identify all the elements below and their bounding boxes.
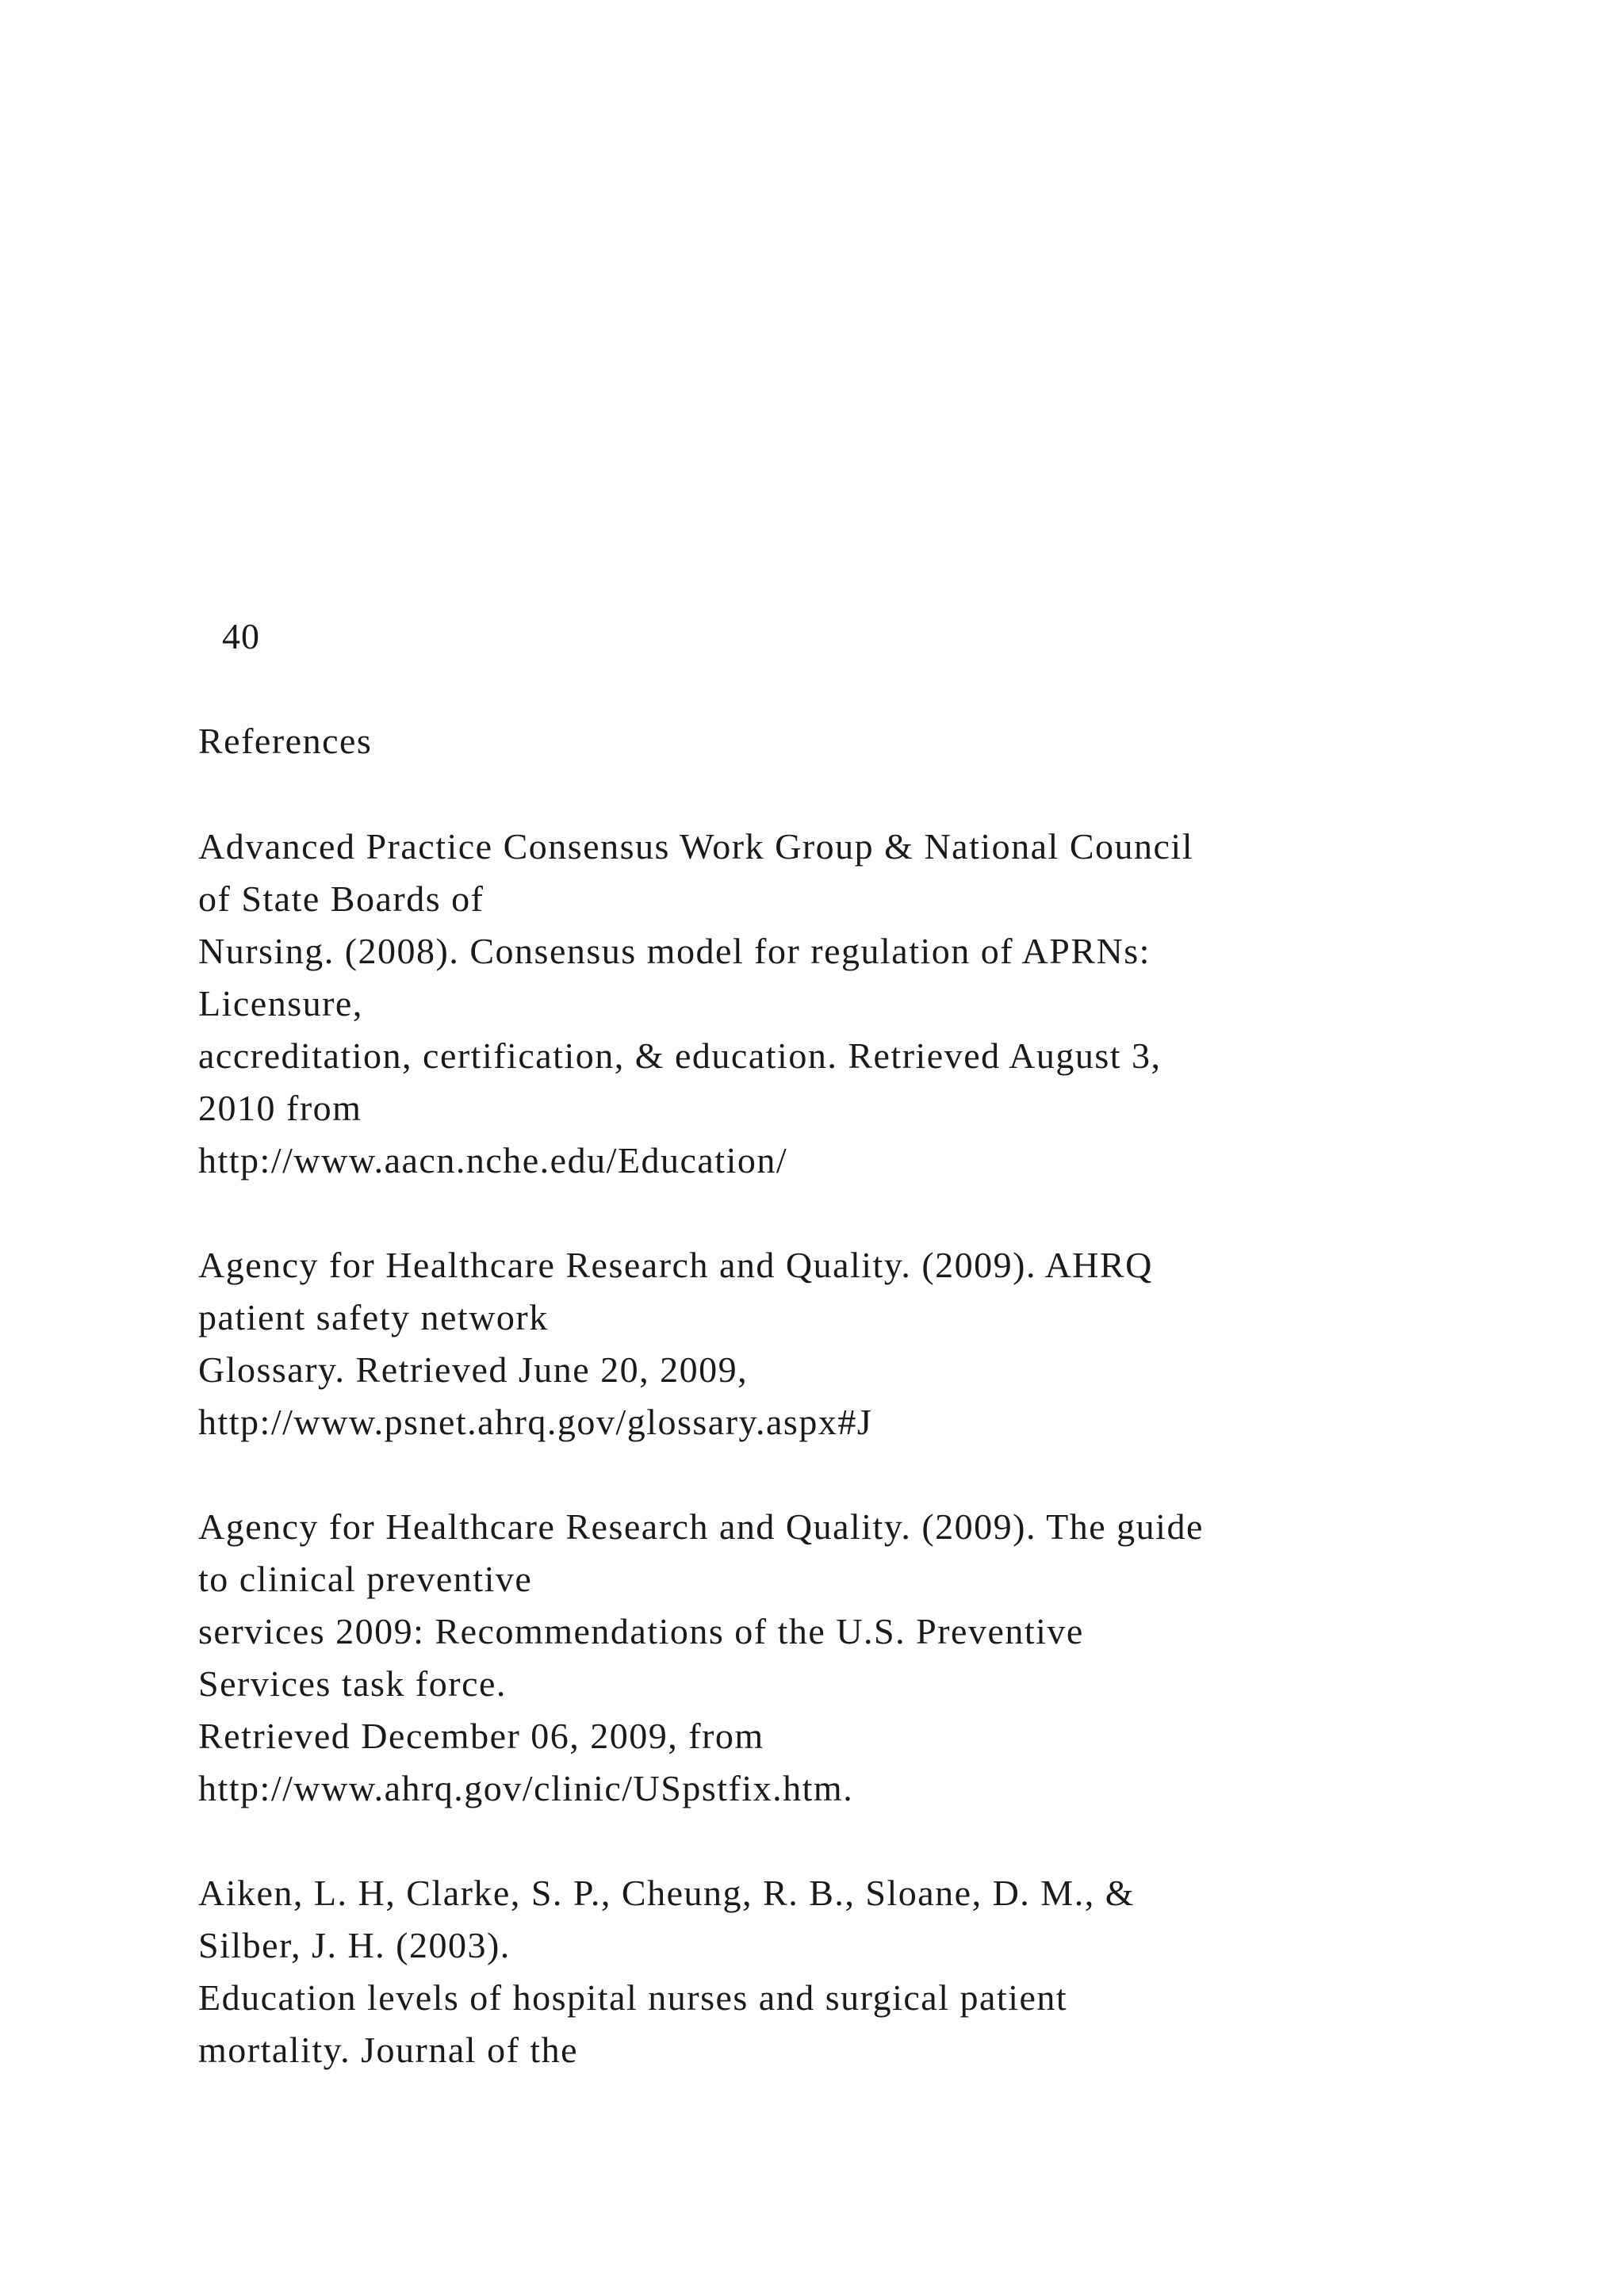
reference-entry — [198, 1501, 1204, 1815]
reference-line: Glossary. Retrieved June 20, 2009, — [198, 1349, 749, 1390]
reference-line: patient safety network — [198, 1297, 549, 1337]
reference-url: http://www.psnet.ahrq.gov/glossary.aspx#J — [198, 1402, 873, 1442]
reference-line: Agency for Healthcare Research and Quality. (2009). AHRQ — [198, 1245, 1153, 1285]
reference-line: Licensure, — [198, 983, 363, 1024]
reference-line: Education levels of hospital nurses and surgical patient — [198, 1977, 1068, 2018]
references-heading: References — [198, 721, 373, 761]
page-number: 40 — [222, 616, 260, 656]
reference-line: Advanced Practice Consensus Work Group & National Council — [198, 826, 1193, 867]
reference-line: Agency for Healthcare Research and Quality. (2009). The guide — [198, 1506, 1204, 1547]
reference-line: accreditation, certification, & education. Retrieved August 3, — [198, 1035, 1162, 1076]
reference-line: to clinical preventive — [198, 1559, 533, 1599]
reference-url: http://www.aacn.nche.edu/Education/ — [198, 1140, 788, 1181]
reference-line: Silber, J. H. (2003). — [198, 1925, 511, 1965]
reference-entry — [198, 821, 1193, 1187]
reference-line: mortality. Journal of the — [198, 2030, 579, 2070]
reference-line: services 2009: Recommendations of the U.S. Preventive — [198, 1611, 1084, 1651]
reference-line: of State Boards of — [198, 878, 485, 919]
reference-entry — [198, 1867, 1135, 2076]
reference-line: 2010 from — [198, 1088, 362, 1128]
reference-line: Nursing. (2008). Consensus model for regulation of APRNs: — [198, 931, 1151, 971]
reference-line: Services task force. — [198, 1663, 507, 1704]
reference-url: http://www.ahrq.gov/clinic/USpstfix.htm. — [198, 1768, 854, 1808]
reference-line: Retrieved December 06, 2009, from — [198, 1716, 764, 1756]
reference-entry — [198, 1239, 1153, 1448]
reference-line: Aiken, L. H, Clarke, S. P., Cheung, R. B., Sloane, D. M., & — [198, 1873, 1135, 1913]
